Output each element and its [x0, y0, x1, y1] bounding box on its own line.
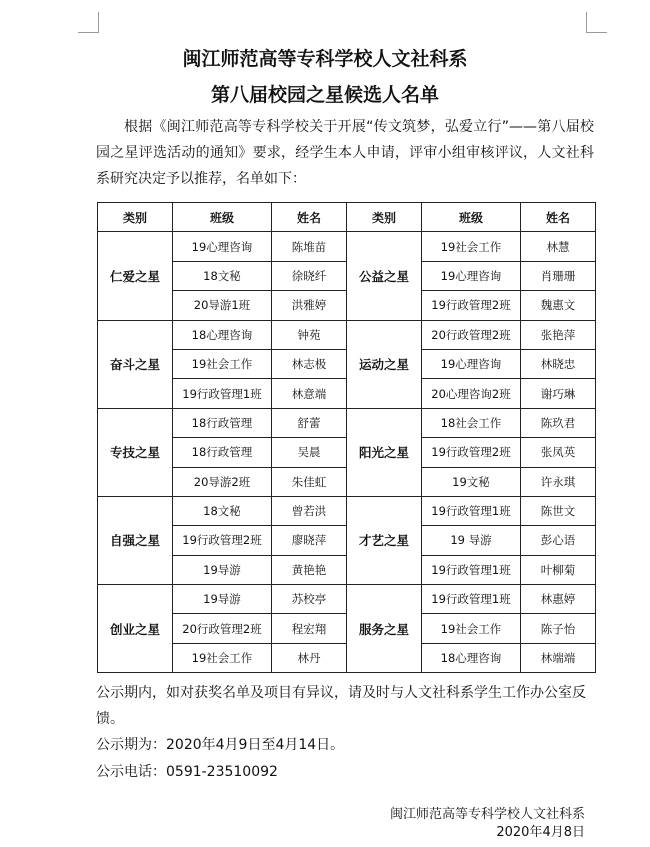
- class-cell: 19心理咨询: [173, 232, 272, 261]
- name-cell: 魏惠文: [521, 291, 596, 320]
- category-cell: 专技之星: [98, 408, 173, 496]
- table-row: [98, 585, 596, 614]
- table-row: [98, 408, 596, 437]
- name-cell: 吴晨: [272, 438, 347, 467]
- name-cell: 黄艳艳: [272, 555, 347, 584]
- name-cell: 陈堆苗: [272, 232, 347, 261]
- class-cell: 19行政管理2班: [173, 526, 272, 555]
- table-row: [98, 496, 596, 525]
- publicity-period: 公示期为：2020年4月9日至4月14日。: [96, 737, 345, 753]
- name-cell: 林惠婷: [521, 585, 596, 614]
- class-cell: 20导游2班: [173, 467, 272, 496]
- name-cell: 林志极: [272, 349, 347, 378]
- class-cell: 20心理咨询2班: [422, 379, 521, 408]
- name-cell: 林丹: [272, 643, 347, 672]
- class-cell: 20导游1班: [173, 291, 272, 320]
- class-cell: 19 导游: [422, 526, 521, 555]
- class-cell: 19导游: [173, 555, 272, 584]
- class-cell: 19行政管理2班: [422, 291, 521, 320]
- name-cell: 廖晓萍: [272, 526, 347, 555]
- class-cell: 18心理咨询: [173, 320, 272, 349]
- category-cell: 阳光之星: [347, 408, 422, 496]
- candidate-table: [97, 202, 596, 673]
- document-subtitle: 第八届校园之星候选人名单: [210, 84, 439, 106]
- signature-date: 2020年4月8日: [496, 825, 585, 840]
- name-cell: 林意端: [272, 379, 347, 408]
- table-row: [98, 232, 596, 261]
- name-cell: 钟苑: [272, 320, 347, 349]
- name-cell: 徐晓纤: [272, 261, 347, 290]
- class-cell: 19行政管理1班: [422, 585, 521, 614]
- signature-organization: 闽江师范高等专科学校人文社科系: [389, 807, 585, 822]
- class-cell: 18心理咨询: [422, 643, 521, 672]
- name-cell: 陈世文: [521, 496, 596, 525]
- class-cell: 19行政管理1班: [173, 379, 272, 408]
- name-cell: 彭心语: [521, 526, 596, 555]
- class-cell: 18行政管理: [173, 408, 272, 437]
- class-cell: 19导游: [173, 585, 272, 614]
- class-cell: 19社会工作: [422, 232, 521, 261]
- class-cell: 19社会工作: [173, 643, 272, 672]
- header-name-left: 姓名: [272, 203, 347, 232]
- name-cell: 林端端: [521, 643, 596, 672]
- category-cell: 创业之星: [98, 585, 173, 673]
- crop-mark-top-right: [586, 12, 607, 33]
- class-cell: 18行政管理: [173, 438, 272, 467]
- class-cell: 19心理咨询: [422, 349, 521, 378]
- category-cell: 服务之星: [347, 585, 422, 673]
- class-cell: 20行政管理2班: [173, 614, 272, 643]
- header-category-right: 类别: [347, 203, 422, 232]
- name-cell: 张凤英: [521, 438, 596, 467]
- class-cell: 18文秘: [173, 261, 272, 290]
- name-cell: 曾若洪: [272, 496, 347, 525]
- publicity-phone: 公示电话：0591-23510092: [96, 764, 278, 780]
- class-cell: 19行政管理2班: [422, 438, 521, 467]
- category-cell: 才艺之星: [347, 496, 422, 584]
- header-category-left: 类别: [98, 203, 173, 232]
- document-title: 闽江师范高等专科学校人文社科系: [182, 48, 468, 70]
- crop-mark-top-left: [78, 12, 99, 33]
- name-cell: 朱佳虹: [272, 467, 347, 496]
- name-cell: 洪雅婷: [272, 291, 347, 320]
- name-cell: 陈子怡: [521, 614, 596, 643]
- name-cell: 叶柳菊: [521, 555, 596, 584]
- category-cell: 自强之星: [98, 496, 173, 584]
- class-cell: 19行政管理1班: [422, 496, 521, 525]
- name-cell: 林慧: [521, 232, 596, 261]
- header-name-right: 姓名: [521, 203, 596, 232]
- class-cell: 18社会工作: [422, 408, 521, 437]
- intro-paragraph: 根据《闽江师范高等专科学校关于开展“传文筑梦，弘爱立行”——第八届校园之星评选活动的通知》要求，经学生本人申请，评审小组审核评议，人文社科系研究决定予以推荐，名单如下：: [96, 119, 594, 187]
- name-cell: 苏校亭: [272, 585, 347, 614]
- table-row: [98, 320, 596, 349]
- table-header-row: [98, 203, 596, 232]
- name-cell: 林晓忠: [521, 349, 596, 378]
- class-cell: 19心理咨询: [422, 261, 521, 290]
- category-cell: 奋斗之星: [98, 320, 173, 408]
- name-cell: 陈玖君: [521, 408, 596, 437]
- header-class-left: 班级: [173, 203, 272, 232]
- category-cell: 公益之星: [347, 232, 422, 320]
- category-cell: 运动之星: [347, 320, 422, 408]
- class-cell: 19行政管理1班: [422, 555, 521, 584]
- class-cell: 19文秘: [422, 467, 521, 496]
- name-cell: 谢巧琳: [521, 379, 596, 408]
- class-cell: 18文秘: [173, 496, 272, 525]
- name-cell: 肖珊珊: [521, 261, 596, 290]
- name-cell: 许永琪: [521, 467, 596, 496]
- objection-notice: 公示期内，如对获奖名单及项目有异议，请及时与人文社科系学生工作办公室反馈。: [96, 685, 586, 727]
- class-cell: 19社会工作: [422, 614, 521, 643]
- class-cell: 20行政管理2班: [422, 320, 521, 349]
- class-cell: 19社会工作: [173, 349, 272, 378]
- header-class-right: 班级: [422, 203, 521, 232]
- name-cell: 舒蕾: [272, 408, 347, 437]
- name-cell: 张艳萍: [521, 320, 596, 349]
- category-cell: 仁爱之星: [98, 232, 173, 320]
- name-cell: 程宏翔: [272, 614, 347, 643]
